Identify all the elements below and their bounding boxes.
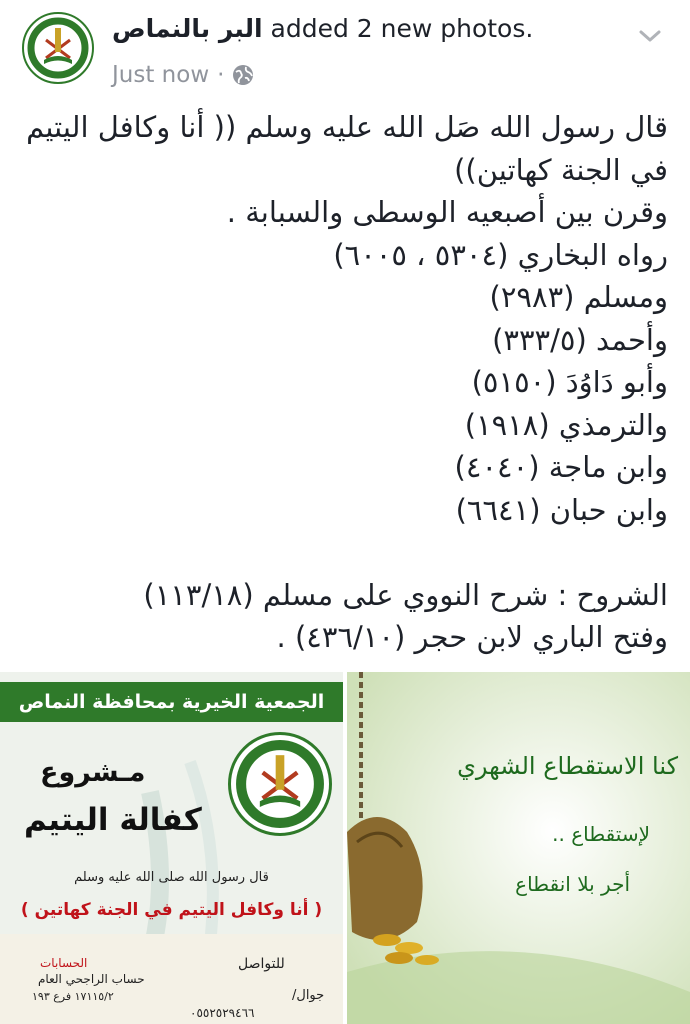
post-line: وأحمد (٣٣٣/٥) — [492, 322, 668, 357]
bank-name: حساب الراجحي العام — [38, 972, 145, 986]
page-name-link[interactable]: البر بالنماص — [112, 14, 263, 43]
page-avatar[interactable] — [22, 12, 94, 84]
deduction-title: كنا الاستقطاع الشهري — [457, 752, 678, 780]
bank-number: ١٧١١٥/٢ فرع ١٩٣ — [32, 990, 114, 1003]
post-line: وفتح الباري لابن حجر (٤٣٦/١٠) . — [276, 620, 668, 654]
post-meta — [112, 62, 254, 88]
post-header — [0, 0, 690, 100]
post-line: ومسلم (٢٩٨٣) — [489, 280, 668, 314]
post-line: وقرن بين أصبعيه الوسطى والسبابة . — [226, 195, 668, 229]
project-name: كفالة اليتيم — [24, 802, 202, 838]
photo-orphan-sponsorship[interactable] — [0, 672, 343, 1024]
globe-icon[interactable] — [232, 64, 254, 86]
contact-label: للتواصل — [238, 956, 285, 972]
action-text: added 2 new photos. — [270, 14, 534, 43]
photo-monthly-deduction[interactable] — [347, 672, 690, 1024]
post-headline — [112, 14, 533, 43]
deduction-subtitle: لإستقطاع .. — [552, 822, 650, 846]
post-line: وأبو دَاوُدَ (٥١٥٠) — [471, 365, 668, 399]
chevron-down-icon[interactable] — [636, 22, 664, 50]
accounts-title: الحسابات — [40, 956, 88, 970]
phone-number: ٠٥٥٢٥٢٩٤٦٦ — [190, 1006, 255, 1020]
post-line-blank — [20, 531, 668, 574]
hadith-quote: ( أنا وكافل اليتيم في الجنة كهاتين ) — [20, 900, 323, 920]
photo-background — [347, 672, 690, 1024]
banner-title: الجمعية الخيرية بمحافظة النماص — [0, 682, 343, 722]
hadith-intro: قال رسول الله صلى الله عليه وسلم — [74, 870, 269, 885]
timestamp[interactable]: Just now — [112, 62, 210, 88]
post-line: وابن ماجة (٤٠٤٠) — [454, 450, 668, 484]
post-line: رواه البخاري (٥٣٠٤ ، ٦٠٠٥) — [333, 237, 668, 272]
post-line: الشروح : شرح النووي على مسلم (١١٣/١٨) — [143, 577, 668, 612]
post-line: وابن حبان (٦٦٤١) — [455, 492, 668, 527]
post-line: قال رسول الله صَل الله عليه وسلم (( أنا وكافل اليتيم — [26, 110, 668, 144]
charity-logo-icon — [231, 735, 329, 833]
charity-logo — [228, 732, 332, 836]
post-line: والترمذي (١٩١٨) — [464, 407, 668, 442]
phone-label: جوال/ — [292, 988, 325, 1003]
photo-grid — [0, 672, 690, 1024]
post-text — [20, 106, 668, 659]
deduction-tagline: أجر بلا انقطاع — [515, 872, 630, 896]
post-line: في الجنة كهاتين)) — [454, 152, 668, 187]
meta-separator: · — [217, 62, 225, 88]
charity-logo-icon — [24, 14, 92, 82]
project-label: مـشروع — [40, 757, 146, 788]
